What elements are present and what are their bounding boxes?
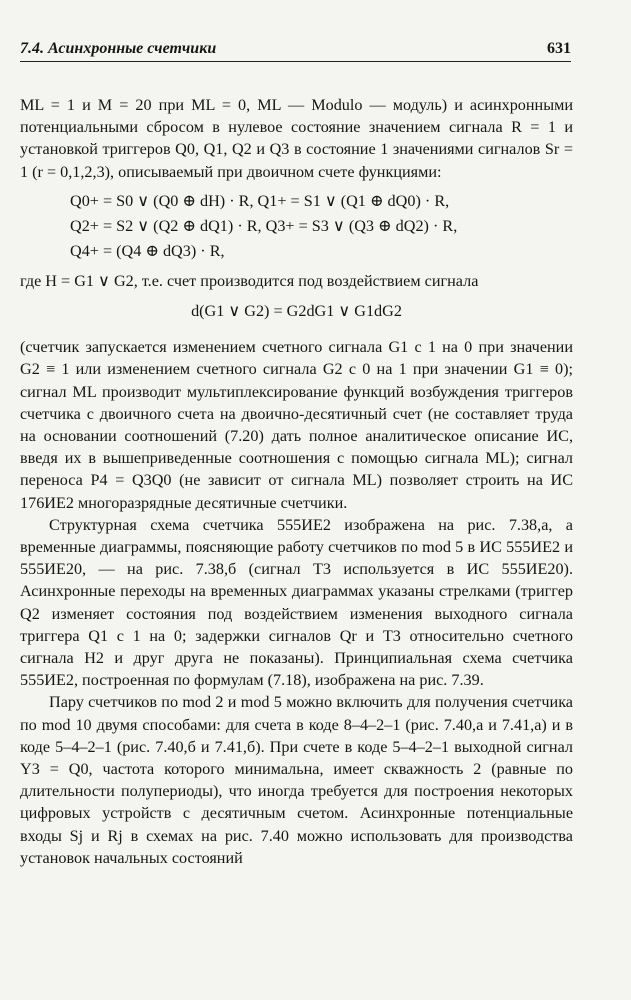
- running-title: 7.4. Асинхронные счетчики: [20, 40, 217, 57]
- formula-line: Q2+ = S2 ∨ (Q2 ⊕ dQ1) · R, Q3+ = S3 ∨ (Q3 ⊕ dQ2) · R,: [70, 216, 458, 235]
- formula-line: d(G1 ∨ G2) = G2dG1 ∨ G1dG2: [191, 302, 402, 321]
- paragraph-text: Пару счетчиков по mod 2 и mod 5 можно включить для получения счетчика по mod 10 двумя способами: для счета в коде 8–4–2–1 (рис. 7.40,а и 7.41,а) и в коде 5–4–2–1 (рис. 7.40,б и 7.41,б). При счете в коде 5–4–2–1 выходной сигнал Y3 = Q0, частота которого минимальна, имеет скважность 2 (равные по длительности полупериоды), что иногда требуется для построения некоторых цифровых устройств с десятичным счетом. Асинхронные потенциальные входы Sj и Rj в схемах на рис. 7.40 можно использовать для производства установок начальных состояний: [20, 693, 573, 867]
- paragraph: [20, 94, 573, 183]
- paragraph: [20, 336, 573, 514]
- paragraph: [20, 514, 573, 692]
- paragraph: [20, 270, 573, 292]
- paragraph: [20, 691, 573, 869]
- page-header: [20, 34, 571, 62]
- formula-line: Q0+ = S0 ∨ (Q0 ⊕ dH) · R, Q1+ = S1 ∨ (Q1 ⊕ dQ0) · R,: [70, 191, 450, 210]
- formula-block: [70, 189, 573, 264]
- paragraph-text: (счетчик запускается изменением счетного сигнала G1 с 1 на 0 при значении G2 ≡ 1 или изменением счетного сигнала G2 с 0 на 1 при значении G1 ≡ 0); сигнал ML производит мультиплексирование функций возбуждения триггеров счетчика с двоичного счета на двоично-десятичный счет (не составляет труда на основании соотношений (7.20) дать полное аналитическое описание ИС, введя их в вышеприведенные соотношения с помощью сигнала ML); сигнал переноса P4 = Q3Q0 (не зависит от сигнала ML) позволяет строить на ИС 176ИЕ2 многоразрядные десятичные счетчики.: [20, 338, 573, 512]
- paragraph-text: ML = 1 и M = 20 при ML = 0, ML — Modulo — модуль) и асинхронными потенциальными сбросом в нулевое состояние значением сигнала R = 1 и установкой триггеров Q0, Q1, Q2 и Q3 в состояние 1 значениями сигналов Sr = 1 (r = 0,1,2,3), описываемый при двоичном счете функциями:: [20, 96, 573, 181]
- formula-line: Q4+ = (Q4 ⊕ dQ3) · R,: [70, 241, 225, 260]
- paragraph-text: Структурная схема счетчика 555ИЕ2 изображена на рис. 7.38,а, а временные диаграммы, поясняющие работу счетчиков по mod 5 в ИС 555ИЕ2 и 555ИЕ20, — на рис. 7.38,б (сигнал T3 используется в ИС 555ИЕ20). Асинхронные переходы на временных диаграммах указаны стрелками (триггер Q2 изменяет состояния под воздействием изменения выходного сигнала триггера Q1 с 1 на 0; задержки сигналов Qr и T3 относительно счетного сигнала H2 и друг друга не показаны). Принципиальная схема счетчика 555ИЕ2, построенная по формулам (7.18), изображена на рис. 7.39.: [20, 515, 573, 690]
- page-number: 631: [547, 40, 571, 57]
- paragraph-text: где H = G1 ∨ G2, т.е. счет производится под воздействием сигнала: [20, 271, 479, 290]
- page-body: [20, 94, 573, 869]
